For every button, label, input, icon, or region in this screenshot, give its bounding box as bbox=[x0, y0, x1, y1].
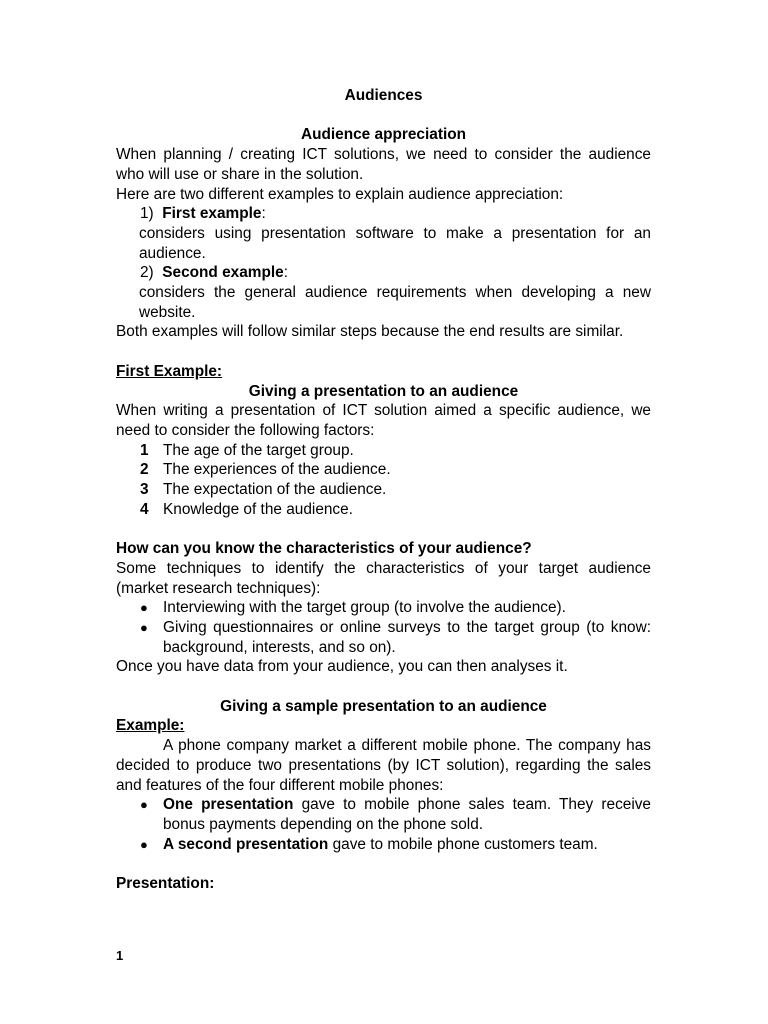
list-item bbox=[116, 618, 651, 657]
list-item bbox=[116, 460, 651, 480]
paragraph-analyse: Once you have data from your audience, you can then analyses it. bbox=[116, 658, 568, 676]
example-label: First example bbox=[162, 205, 262, 223]
section-heading-audience-appreciation: Audience appreciation bbox=[300, 126, 467, 144]
paragraph-techniques: Some techniques to identify the characteristics of your target audience (market research techniques): bbox=[116, 559, 651, 597]
paragraph-factors-intro: When writing a presentation of ICT solution aimed a specific audience, we need to consider the following factors: bbox=[116, 402, 651, 439]
factors-list bbox=[116, 441, 651, 520]
page-title: Audiences bbox=[344, 87, 423, 104]
list-item bbox=[116, 441, 651, 461]
presentations-list bbox=[116, 795, 651, 854]
document-page bbox=[116, 86, 651, 894]
example-description: considers using presentation software to make a presentation for an audience. bbox=[139, 224, 651, 262]
list-item bbox=[116, 598, 651, 618]
list-item bbox=[116, 835, 651, 855]
techniques-list bbox=[116, 598, 651, 657]
list-text: Giving questionnaires or online surveys to the target group (to know: background, interests, and so on). bbox=[163, 618, 651, 656]
bullet-icon: ● bbox=[140, 797, 148, 813]
list-text: The age of the target group. bbox=[163, 441, 354, 459]
list-item bbox=[116, 204, 651, 224]
list-text: gave to mobile phone customers team. bbox=[328, 835, 598, 853]
paragraph-examples-intro: Here are two different examples to explain audience appreciation: bbox=[116, 185, 564, 203]
list-item bbox=[116, 263, 651, 283]
list-item bbox=[116, 795, 651, 834]
list-number: 1 bbox=[140, 441, 149, 459]
list-text: gave to mobile phone sales team. They receive bonus payments depending on the phone sold. bbox=[163, 796, 651, 833]
paragraph-intro: When planning / creating ICT solutions, we need to consider the audience who will use or share in the solution. bbox=[116, 146, 651, 183]
bullet-icon: ● bbox=[140, 600, 148, 616]
bold-term: One presentation bbox=[163, 796, 294, 814]
example-description: considers the general audience requirements when developing a new website. bbox=[139, 284, 651, 321]
example-label: Second example bbox=[162, 264, 284, 282]
list-number: 4 bbox=[140, 500, 149, 518]
label-suffix: : bbox=[261, 205, 266, 223]
list-item bbox=[116, 480, 651, 500]
list-text: Knowledge of the audience. bbox=[163, 500, 353, 518]
list-number: 1) bbox=[140, 205, 154, 223]
bullet-icon: ● bbox=[140, 619, 148, 635]
example-label-underlined: Example: bbox=[116, 717, 185, 735]
examples-list bbox=[116, 204, 651, 322]
list-number: 3 bbox=[140, 481, 149, 499]
list-number: 2) bbox=[140, 264, 154, 282]
first-example-label: First Example: bbox=[116, 362, 223, 380]
bullet-icon: ● bbox=[140, 836, 148, 852]
label-suffix: : bbox=[283, 264, 288, 282]
page-number: 1 bbox=[116, 948, 124, 963]
list-text: The experiences of the audience. bbox=[163, 461, 391, 479]
section-heading-sample-presentation: Giving a sample presentation to an audience bbox=[220, 697, 547, 715]
list-text: The expectation of the audience. bbox=[163, 481, 387, 499]
question-heading: How can you know the characteristics of your audience? bbox=[116, 540, 532, 558]
presentation-label: Presentation: bbox=[116, 875, 215, 893]
paragraph-phone-company: A phone company market a different mobile phone. The company has decided to produce two presentations (by ICT solution), regarding the sales and features of the four different mobile phones: bbox=[116, 737, 651, 794]
paragraph-both-examples: Both examples will follow similar steps because the end results are similar. bbox=[116, 323, 624, 341]
bold-term: A second presentation bbox=[163, 835, 329, 853]
list-item bbox=[116, 500, 651, 520]
section-heading-giving-presentation: Giving a presentation to an audience bbox=[248, 382, 519, 400]
list-text: Interviewing with the target group (to involve the audience). bbox=[163, 599, 566, 617]
list-number: 2 bbox=[140, 461, 149, 479]
